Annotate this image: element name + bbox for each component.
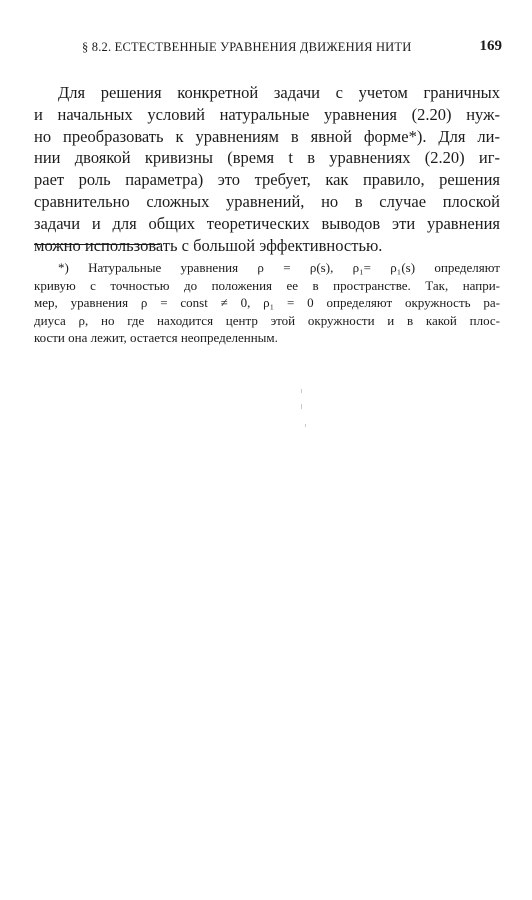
footnote-line: диуса ρ, но где находится центр этой окружности и в какой плос-	[34, 312, 500, 328]
paragraph-line: нии двоякой кривизны (время t в уравнениях (2.20) иг-	[34, 148, 500, 168]
paragraph-line: Для решения конкретной задачи с учетом граничных	[58, 83, 500, 102]
footnote-line: *) Натуральные уравнения ρ = ρ(s), ρ₁= ρ₁(s) определяют	[58, 260, 500, 275]
running-head	[82, 38, 502, 58]
paragraph-line: и начальных условий натуральные уравнения (2.20) нуж-	[34, 104, 500, 124]
page-number: 169	[479, 38, 502, 54]
paragraph-line: сравнительно сложных уравнений, но в случае плоской	[34, 191, 500, 211]
footnote-divider	[34, 244, 160, 245]
footnote-line: мер, уравнения ρ = const ≠ 0, ρ₁ = 0 определяют окружность ра-	[34, 295, 500, 311]
footnote-line: кривую с точностью до положения ее в пространстве. Так, напри-	[34, 277, 500, 293]
scan-speck	[301, 389, 302, 393]
paragraph-line: но преобразовать к уравнениям в явной форме*). Для ли-	[34, 126, 500, 146]
main-paragraph	[34, 82, 500, 256]
footnote	[34, 259, 500, 347]
scan-speck	[305, 424, 306, 427]
paragraph-line: можно использовать с большой эффективностью.	[34, 235, 383, 255]
paragraph-line: задачи и для общих теоретических выводов эти уравнения	[34, 213, 500, 233]
footnote-line: кости она лежит, остается неопределенным.	[34, 330, 278, 346]
paragraph-line: рает роль параметра) это требует, как правило, решения	[34, 170, 500, 190]
running-title: § 8.2. ЕСТЕСТВЕННЫЕ УРАВНЕНИЯ ДВИЖЕНИЯ НИТИ	[82, 40, 412, 54]
scan-speck	[301, 404, 302, 409]
